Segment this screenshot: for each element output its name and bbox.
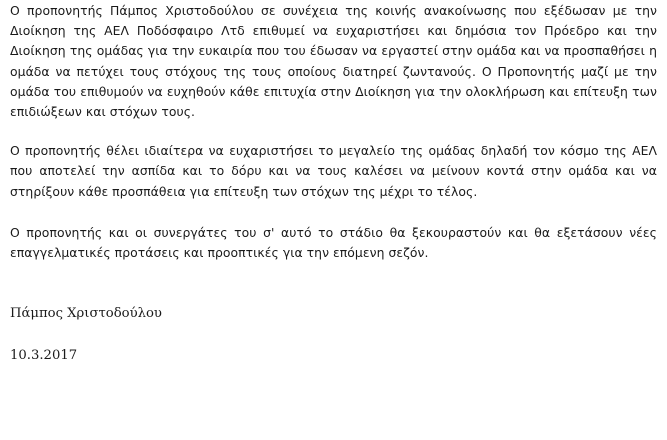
paragraph-thanks-board: Ο προπονητής Πάμπος Χριστοδούλου σε συνέχεια της κοινής ανακοίνωσης που εξέδωσαν με την Διοίκηση της ΑΕΛ Ποδόσφαιρο Λτδ επιθυμεί να ευχαριστήσει και δημόσια τον Πρόεδρο και την Διοίκηση της ομάδας για την ευκαιρία που του έδωσαν να εργαστεί στην ομάδα και να προσπαθήσει η ομάδα να πετύχει τους στόχους της τους οποίους διατηρεί ζωντανούς. Ο Προπονητής μαζί με την ομάδα του επιθυμούν να ευχηθούν κάθε επιτυχία στην Διοίκηση για την ολοκλήρωση και επίτευξη των επιδιώξεων και στόχων τους.	[10, 3, 657, 120]
press-statement	[10, 0, 657, 366]
signature-name: Πάμπος Χριστοδούλου	[10, 306, 162, 322]
paragraph-next-steps: Ο προπονητής και οι συνεργάτες του σ' αυτό το στάδιο θα ξεκουραστούν και θα εξετάσουν νέες επαγγελματικές προτάσεις και προοπτικές για την επόμενη σεζόν.	[10, 224, 657, 261]
statement-date: 10.3.2017	[10, 348, 78, 364]
paragraph-thanks-fans: Ο προπονητής θέλει ιδιαίτερα να ευχαριστήσει το μεγαλείο της ομάδας δηλαδή τον κόσμο της ΑΕΛ που αποτελεί την ασπίδα και το δόρυ και να τους καλέσει να μείνουν κοντά στην ομάδα και να στηρίξουν κάθε προσπάθεια για επίτευξη των στόχων της μέχρι το τέλος.	[10, 143, 657, 199]
